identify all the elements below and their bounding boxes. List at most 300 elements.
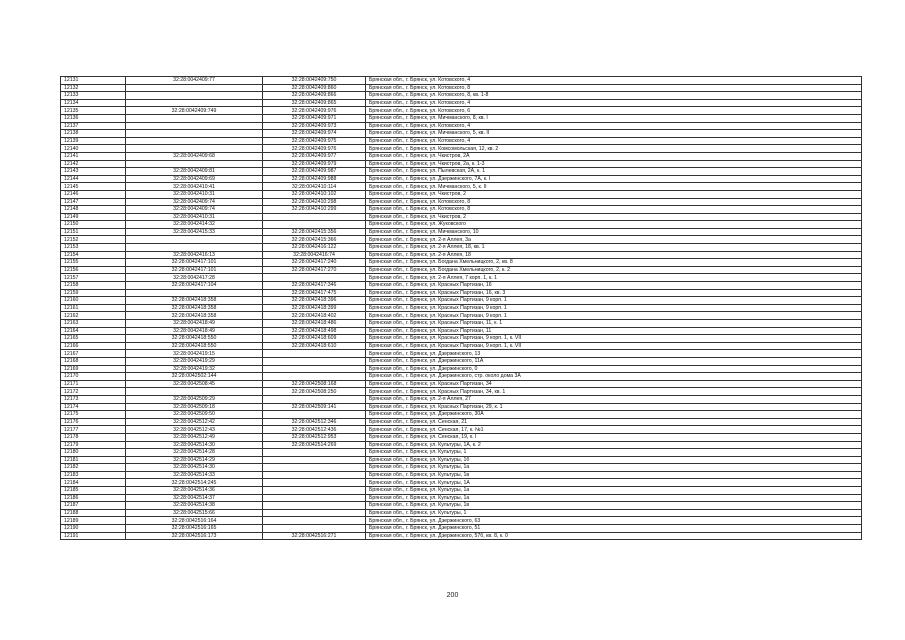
cadastral-number-cell: 32:28:0042419:29	[126, 357, 263, 365]
address-cell: Брянская обл., г. Брянск, ул. Культуры, 1А, к. 2	[366, 441, 862, 449]
table-row	[61, 130, 862, 138]
table-row	[61, 494, 862, 502]
table-row	[61, 471, 862, 479]
table-row	[61, 289, 862, 297]
row-number-cell: 12133	[61, 92, 126, 100]
address-cell: Брянская обл., г. Брянск, ул. Котовского, 4	[366, 122, 862, 130]
address-cell: Брянская обл., г. Брянск, ул. Дзержинского, 57б, кв. 8, к. 0	[366, 532, 862, 540]
row-number-cell: 12148	[61, 206, 126, 214]
cadastral-number-cell: 32:28:0042418:550	[126, 342, 263, 350]
table-row	[61, 282, 862, 290]
object-cadastral-number-cell: 32:28:0042416:122	[263, 244, 366, 252]
table-row	[61, 297, 862, 305]
cadastral-number-cell: 32:28:0042410:31	[126, 213, 263, 221]
address-cell: Брянская обл., г. Брянск, ул. Котовского, 8	[366, 198, 862, 206]
address-cell: Брянская обл., г. Брянск, ул. Культуры, 1в	[366, 502, 862, 510]
row-number-cell: 12136	[61, 114, 126, 122]
address-cell: Брянская обл., г. Брянск, ул. Мичманского, 5, кв. II	[366, 130, 862, 138]
cadastral-number-cell: 32:28:0042410:31	[126, 190, 263, 198]
address-cell: Брянская обл., г. Брянск, ул. Красных Партизан, 34, кв. 1	[366, 388, 862, 396]
row-number-cell: 12154	[61, 251, 126, 259]
table-row	[61, 532, 862, 540]
table-row	[61, 228, 862, 236]
table-row	[61, 449, 862, 457]
address-cell: Брянская обл., г. Брянск, ул. Красных Партизан, 9 корп. 1, к. VII	[366, 342, 862, 350]
row-number-cell: 12165	[61, 335, 126, 343]
address-cell: Брянская обл., г. Брянск, ул. Красных Партизан, 9 корп. 1	[366, 297, 862, 305]
object-cadastral-number-cell: 32:28:0042417:240	[263, 259, 366, 267]
row-number-cell: 12161	[61, 304, 126, 312]
object-cadastral-number-cell: 32:28:0042409:973	[263, 122, 366, 130]
address-cell: Брянская обл., г. Брянск, ул. 2-я Аллея, 27	[366, 395, 862, 403]
cadastral-number-cell: 32:28:0042417:101	[126, 259, 263, 267]
object-cadastral-number-cell: 32:28:0042512:953	[263, 433, 366, 441]
row-number-cell: 12171	[61, 380, 126, 388]
address-cell: Брянская обл., г. Брянск, ул. Культуры, 1а	[366, 464, 862, 472]
object-cadastral-number-cell: 32:28:0042409:750	[263, 77, 366, 85]
cadastral-number-cell: 32:28:0042514:38	[126, 502, 263, 510]
cadastral-number-cell: 32:28:0042418:358	[126, 304, 263, 312]
table-row	[61, 479, 862, 487]
table-row	[61, 418, 862, 426]
table-row	[61, 517, 862, 525]
table-row	[61, 509, 862, 517]
row-number-cell: 12152	[61, 236, 126, 244]
object-cadastral-number-cell	[263, 509, 366, 517]
address-cell: Брянская обл., г. Брянск, ул. Комсомольская, 12, кв. 2	[366, 145, 862, 153]
row-number-cell: 12173	[61, 395, 126, 403]
table-row	[61, 145, 862, 153]
row-number-cell: 12179	[61, 441, 126, 449]
address-cell: Брянская обл., г. Брянск, ул. Сенская, 19, к. I	[366, 433, 862, 441]
object-cadastral-number-cell	[263, 274, 366, 282]
row-number-cell: 12170	[61, 373, 126, 381]
table-row	[61, 122, 862, 130]
cadastral-number-cell: 32:28:0042512:49	[126, 433, 263, 441]
address-cell: Брянская обл., г. Брянск, ул. Мичманского, 5, к. II	[366, 183, 862, 191]
table-row	[61, 525, 862, 533]
object-cadastral-number-cell: 32:28:0042416:74	[263, 251, 366, 259]
address-cell: Брянская обл., г. Брянск, ул. 2-я Аллея, 7 корп. 1, к. 1	[366, 274, 862, 282]
object-cadastral-number-cell: 32:28:0042410:114	[263, 183, 366, 191]
table-row	[61, 327, 862, 335]
table-row	[61, 456, 862, 464]
row-number-cell: 12146	[61, 190, 126, 198]
row-number-cell: 12172	[61, 388, 126, 396]
cadastral-number-cell: 32:28:0042418:550	[126, 335, 263, 343]
cadastral-number-cell: 32:28:0042417:104	[126, 282, 263, 290]
address-cell: Брянская обл., г. Брянск, ул. Дзержинского, 63	[366, 517, 862, 525]
cadastral-number-cell	[126, 84, 263, 92]
address-cell: Брянская обл., г. Брянск, ул. Дзержинского, 13	[366, 350, 862, 358]
cadastral-number-cell	[126, 289, 263, 297]
object-cadastral-number-cell	[263, 411, 366, 419]
table-row	[61, 107, 862, 115]
row-number-cell: 12168	[61, 357, 126, 365]
object-cadastral-number-cell	[263, 517, 366, 525]
row-number-cell: 12183	[61, 471, 126, 479]
registry-table	[60, 76, 862, 540]
cadastral-number-cell: 32:28:0042409:74	[126, 198, 263, 206]
row-number-cell: 12167	[61, 350, 126, 358]
row-number-cell: 12141	[61, 152, 126, 160]
address-cell: Брянская обл., г. Брянск, ул. Культуры, 1А	[366, 479, 862, 487]
cadastral-number-cell: 32:28:0042416:13	[126, 251, 263, 259]
row-number-cell: 12155	[61, 259, 126, 267]
object-cadastral-number-cell: 32:28:0042410:298	[263, 198, 366, 206]
object-cadastral-number-cell: 32:28:0042410:299	[263, 206, 366, 214]
row-number-cell: 12144	[61, 175, 126, 183]
object-cadastral-number-cell	[263, 456, 366, 464]
address-cell: Брянская обл., г. Брянск, ул. Сенская, 17, к. №1	[366, 426, 862, 434]
object-cadastral-number-cell: 32:28:0042418:396	[263, 297, 366, 305]
cadastral-number-cell: 32:28:0042514:33	[126, 471, 263, 479]
cadastral-number-cell	[126, 160, 263, 168]
table-row	[61, 304, 862, 312]
address-cell: Брянская обл., г. Брянск, ул. Красных Партизан, 16	[366, 282, 862, 290]
row-number-cell: 12185	[61, 487, 126, 495]
cadastral-number-cell: 32:28:0042509:50	[126, 411, 263, 419]
table-row	[61, 411, 862, 419]
cadastral-number-cell	[126, 130, 263, 138]
object-cadastral-number-cell: 32:28:0042512:346	[263, 418, 366, 426]
object-cadastral-number-cell: 32:28:0042418:486	[263, 320, 366, 328]
address-cell: Брянская обл., г. Брянск, ул. Красных Партизан, 34	[366, 380, 862, 388]
table-row	[61, 259, 862, 267]
address-cell: Брянская обл., г. Брянск, ул. Мичманского, 10	[366, 228, 862, 236]
object-cadastral-number-cell: 32:28:0042409:860	[263, 84, 366, 92]
row-number-cell: 12184	[61, 479, 126, 487]
address-cell: Брянская обл., г. Брянск, ул. Котовского, 8, кв. 1-8	[366, 92, 862, 100]
cadastral-number-cell: 32:28:0042409:69	[126, 175, 263, 183]
object-cadastral-number-cell	[263, 502, 366, 510]
table-row	[61, 365, 862, 373]
address-cell: Брянская обл., г. Брянск, ул. Культуры, 1а	[366, 487, 862, 495]
row-number-cell: 12137	[61, 122, 126, 130]
cadastral-number-cell: 32:28:0042516:164	[126, 517, 263, 525]
table-row	[61, 175, 862, 183]
object-cadastral-number-cell: 32:28:0042409:977	[263, 152, 366, 160]
cadastral-number-cell: 32:28:0042516:165	[126, 525, 263, 533]
address-cell: Брянская обл., г. Брянск, ул. Котовского, 8	[366, 206, 862, 214]
address-cell: Брянская обл., г. Брянск, ул. 2-я Аллея, 18	[366, 251, 862, 259]
table-row	[61, 114, 862, 122]
address-cell: Брянская обл., г. Брянск, ул. Котовского, 4	[366, 137, 862, 145]
table-row	[61, 388, 862, 396]
cadastral-number-cell: 32:28:0042418:49	[126, 327, 263, 335]
object-cadastral-number-cell: 32:28:0042410:102	[263, 190, 366, 198]
cadastral-number-cell: 32:28:0042417:101	[126, 266, 263, 274]
row-number-cell: 12138	[61, 130, 126, 138]
row-number-cell: 12178	[61, 433, 126, 441]
table-row	[61, 426, 862, 434]
cadastral-number-cell	[126, 244, 263, 252]
cadastral-number-cell: 32:28:0042409:81	[126, 168, 263, 176]
table-row	[61, 312, 862, 320]
table-row	[61, 160, 862, 168]
table-row	[61, 350, 862, 358]
row-number-cell: 12176	[61, 418, 126, 426]
object-cadastral-number-cell: 32:28:0042509:141	[263, 403, 366, 411]
object-cadastral-number-cell	[263, 449, 366, 457]
table-row	[61, 190, 862, 198]
address-cell: Брянская обл., г. Брянск, ул. Дзержинского, 51	[366, 525, 862, 533]
cadastral-number-cell: 32:28:0042514:29	[126, 456, 263, 464]
cadastral-number-cell: 32:28:0042414:32	[126, 221, 263, 229]
row-number-cell: 12188	[61, 509, 126, 517]
row-number-cell: 12131	[61, 77, 126, 85]
object-cadastral-number-cell: 32:28:0042418:498	[263, 327, 366, 335]
address-cell: Брянская обл., г. Брянск, ул. Красных Партизан, 29, к. 1	[366, 403, 862, 411]
cadastral-number-cell: 32:28:0042409:77	[126, 77, 263, 85]
object-cadastral-number-cell	[263, 221, 366, 229]
address-cell: Брянская обл., г. Брянск, ул. Котовского, 4	[366, 99, 862, 107]
object-cadastral-number-cell: 32:28:0042417:346	[263, 282, 366, 290]
table-row	[61, 395, 862, 403]
address-cell: Брянская обл., г. Брянск, ул. Дзержинского, стр. около дома 3А	[366, 373, 862, 381]
row-number-cell: 12158	[61, 282, 126, 290]
table-row	[61, 342, 862, 350]
cadastral-number-cell	[126, 236, 263, 244]
object-cadastral-number-cell	[263, 213, 366, 221]
object-cadastral-number-cell: 32:28:0042418:610	[263, 342, 366, 350]
cadastral-number-cell: 32:28:0042514:245	[126, 479, 263, 487]
object-cadastral-number-cell: 32:28:0042409:987	[263, 168, 366, 176]
object-cadastral-number-cell	[263, 471, 366, 479]
cadastral-number-cell: 32:28:0042410:41	[126, 183, 263, 191]
address-cell: Брянская обл., г. Брянск, ул. Культуры, 1	[366, 509, 862, 517]
cadastral-number-cell: 32:28:0042512:43	[126, 426, 263, 434]
table-row	[61, 251, 862, 259]
table-row	[61, 152, 862, 160]
row-number-cell: 12132	[61, 84, 126, 92]
row-number-cell: 12159	[61, 289, 126, 297]
row-number-cell: 12142	[61, 160, 126, 168]
row-number-cell: 12181	[61, 456, 126, 464]
object-cadastral-number-cell: 32:28:0042514:269	[263, 441, 366, 449]
row-number-cell: 12166	[61, 342, 126, 350]
row-number-cell: 12175	[61, 411, 126, 419]
object-cadastral-number-cell	[263, 373, 366, 381]
object-cadastral-number-cell: 32:28:0042409:988	[263, 175, 366, 183]
row-number-cell: 12139	[61, 137, 126, 145]
table-row	[61, 380, 862, 388]
cadastral-number-cell: 32:28:0042508:45	[126, 380, 263, 388]
table-row	[61, 198, 862, 206]
address-cell: Брянская обл., г. Брянск, ул. Дзержинского, 0	[366, 365, 862, 373]
object-cadastral-number-cell: 32:28:0042409:976	[263, 145, 366, 153]
address-cell: Брянская обл., г. Брянск, ул. Культуры, 1в	[366, 471, 862, 479]
address-cell: Брянская обл., г. Брянск, ул. Котовского, 6	[366, 107, 862, 115]
row-number-cell: 12143	[61, 168, 126, 176]
address-cell: Брянская обл., г. Брянск, ул. Чкистров, 2а, к. 1-3	[366, 160, 862, 168]
row-number-cell: 12151	[61, 228, 126, 236]
address-cell: Брянская обл., г. Брянск, ул. Чкистров, 2	[366, 213, 862, 221]
row-number-cell: 12150	[61, 221, 126, 229]
address-cell: Брянская обл., г. Брянск, ул. 2-я Аллея, 3а	[366, 236, 862, 244]
cadastral-number-cell: 32:28:0042502:144	[126, 373, 263, 381]
cadastral-number-cell: 32:28:0042516:173	[126, 532, 263, 540]
object-cadastral-number-cell: 32:28:0042418:399	[263, 304, 366, 312]
address-cell: Брянская обл., г. Брянск, ул. Дзержинского, 30А	[366, 411, 862, 419]
address-cell: Брянская обл., г. Брянск, ул. Мичманского, 8, кв. I	[366, 114, 862, 122]
table-row	[61, 403, 862, 411]
row-number-cell: 12147	[61, 198, 126, 206]
address-cell: Брянская обл., г. Брянск, ул. Котовского, 4	[366, 77, 862, 85]
row-number-cell: 12169	[61, 365, 126, 373]
object-cadastral-number-cell: 32:28:0042415:356	[263, 228, 366, 236]
cadastral-number-cell: 32:28:0042418:49	[126, 320, 263, 328]
table-row	[61, 502, 862, 510]
address-cell: Брянская обл., г. Брянск, ул. Культуры, 1б	[366, 456, 862, 464]
cadastral-number-cell: 32:28:0042514:37	[126, 494, 263, 502]
table-row	[61, 244, 862, 252]
row-number-cell: 12191	[61, 532, 126, 540]
row-number-cell: 12145	[61, 183, 126, 191]
cadastral-number-cell: 32:28:0042515:66	[126, 509, 263, 517]
table-row	[61, 92, 862, 100]
row-number-cell: 12189	[61, 517, 126, 525]
table-row	[61, 441, 862, 449]
row-number-cell: 12190	[61, 525, 126, 533]
table-row	[61, 320, 862, 328]
object-cadastral-number-cell: 32:28:0042409:971	[263, 114, 366, 122]
cadastral-number-cell: 32:28:0042514:28	[126, 449, 263, 457]
table-row	[61, 357, 862, 365]
cadastral-number-cell: 32:28:0042419:32	[126, 365, 263, 373]
page-number: 200	[446, 592, 459, 599]
row-number-cell: 12160	[61, 297, 126, 305]
table-row	[61, 464, 862, 472]
table-row	[61, 99, 862, 107]
cadastral-number-cell: 32:28:0042419:15	[126, 350, 263, 358]
row-number-cell: 12153	[61, 244, 126, 252]
row-number-cell: 12177	[61, 426, 126, 434]
address-cell: Брянская обл., г. Брянск, ул. Красных Партизан, 9 корп. 1, к. VII	[366, 335, 862, 343]
object-cadastral-number-cell	[263, 395, 366, 403]
object-cadastral-number-cell: 32:28:0042512:436	[263, 426, 366, 434]
address-cell: Брянская обл., г. Брянск, ул. Сенская, 21	[366, 418, 862, 426]
row-number-cell: 12180	[61, 449, 126, 457]
row-number-cell: 12157	[61, 274, 126, 282]
address-cell: Брянская обл., г. Брянск, ул. Культуры, 1а	[366, 494, 862, 502]
object-cadastral-number-cell: 32:28:0042409:866	[263, 92, 366, 100]
table-row	[61, 213, 862, 221]
object-cadastral-number-cell: 32:28:0042409:979	[263, 160, 366, 168]
cadastral-number-cell: 32:28:0042418:358	[126, 297, 263, 305]
object-cadastral-number-cell: 32:28:0042415:366	[263, 236, 366, 244]
row-number-cell: 12164	[61, 327, 126, 335]
object-cadastral-number-cell: 32:28:0042409:975	[263, 137, 366, 145]
object-cadastral-number-cell	[263, 365, 366, 373]
cadastral-number-cell: 32:28:0042415:33	[126, 228, 263, 236]
cadastral-number-cell: 32:28:0042509:29	[126, 395, 263, 403]
cadastral-number-cell: 32:28:0042512:42	[126, 418, 263, 426]
address-cell: Брянская обл., г. Брянск, ул. Дзержинского, 11А	[366, 357, 862, 365]
cadastral-number-cell	[126, 99, 263, 107]
object-cadastral-number-cell: 32:28:0042417:475	[263, 289, 366, 297]
table-row	[61, 373, 862, 381]
cadastral-number-cell: 32:28:0042509:18	[126, 403, 263, 411]
row-number-cell: 12163	[61, 320, 126, 328]
address-cell: Брянская обл., г. Брянск, ул. Дзержинского, 7А, к. I	[366, 175, 862, 183]
cadastral-number-cell	[126, 122, 263, 130]
address-cell: Брянская обл., г. Брянск, ул. Чкистров, 2А	[366, 152, 862, 160]
cadastral-number-cell	[126, 388, 263, 396]
table-row	[61, 487, 862, 495]
cadastral-number-cell: 32:28:0042409:74	[126, 206, 263, 214]
address-cell: Брянская обл., г. Брянск, ул. Красных Партизан, 9 корп. 1	[366, 304, 862, 312]
address-cell: Брянская обл., г. Брянск, ул. Красных Партизан, 16, кв. 3	[366, 289, 862, 297]
address-cell: Брянская обл., г. Брянск, ул. Красных Партизан, 11	[366, 327, 862, 335]
cadastral-number-cell: 32:28:0042514:36	[126, 487, 263, 495]
registry-table-body	[61, 77, 862, 540]
table-row	[61, 335, 862, 343]
table-row	[61, 221, 862, 229]
object-cadastral-number-cell: 32:28:0042409:976	[263, 107, 366, 115]
object-cadastral-number-cell	[263, 357, 366, 365]
object-cadastral-number-cell: 32:28:0042409:974	[263, 130, 366, 138]
address-cell: Брянская обл., г. Брянск, ул. Чкистров, 2	[366, 190, 862, 198]
object-cadastral-number-cell: 32:28:0042417:270	[263, 266, 366, 274]
table-row	[61, 236, 862, 244]
address-cell: Брянская обл., г. Брянск, ул. Культуры, 1	[366, 449, 862, 457]
row-number-cell: 12135	[61, 107, 126, 115]
cadastral-number-cell	[126, 92, 263, 100]
row-number-cell: 12187	[61, 502, 126, 510]
row-number-cell: 12156	[61, 266, 126, 274]
table-row	[61, 266, 862, 274]
table-row	[61, 433, 862, 441]
row-number-cell: 12140	[61, 145, 126, 153]
address-cell: Брянская обл., г. Брянск, ул. Богдана Хмельницкого, 2, к. 2	[366, 266, 862, 274]
table-row	[61, 84, 862, 92]
object-cadastral-number-cell	[263, 487, 366, 495]
row-number-cell: 12162	[61, 312, 126, 320]
row-number-cell: 12149	[61, 213, 126, 221]
cadastral-number-cell	[126, 137, 263, 145]
row-number-cell: 12182	[61, 464, 126, 472]
cadastral-number-cell: 32:28:0042514:30	[126, 441, 263, 449]
row-number-cell: 12174	[61, 403, 126, 411]
row-number-cell: 12186	[61, 494, 126, 502]
address-cell: Брянская обл., г. Брянск, ул. Котовского, 8	[366, 84, 862, 92]
cadastral-number-cell: 32:28:0042514:30	[126, 464, 263, 472]
object-cadastral-number-cell: 32:28:0042508:250	[263, 388, 366, 396]
table-row	[61, 206, 862, 214]
object-cadastral-number-cell	[263, 525, 366, 533]
object-cadastral-number-cell: 32:28:0042516:271	[263, 532, 366, 540]
cadastral-number-cell	[126, 114, 263, 122]
address-cell: Брянская обл., г. Брянск, ул. Жуковского	[366, 221, 862, 229]
address-cell: Брянская обл., г. Брянск, ул. Красных Партизан, 11, к. 1	[366, 320, 862, 328]
cadastral-number-cell: 32:28:0042409:749	[126, 107, 263, 115]
object-cadastral-number-cell: 32:28:0042508:168	[263, 380, 366, 388]
table-row	[61, 183, 862, 191]
table-row	[61, 274, 862, 282]
address-cell: Брянская обл., г. Брянск, ул. Богдана Хмельницкого, 2, кв. 8	[366, 259, 862, 267]
cadastral-number-cell: 32:28:0042417:28	[126, 274, 263, 282]
table-row	[61, 137, 862, 145]
object-cadastral-number-cell	[263, 479, 366, 487]
cadastral-number-cell	[126, 145, 263, 153]
object-cadastral-number-cell: 32:28:0042418:402	[263, 312, 366, 320]
table-row	[61, 77, 862, 85]
table-row	[61, 168, 862, 176]
object-cadastral-number-cell: 32:28:0042418:609	[263, 335, 366, 343]
object-cadastral-number-cell	[263, 464, 366, 472]
cadastral-number-cell: 32:28:0042409:68	[126, 152, 263, 160]
